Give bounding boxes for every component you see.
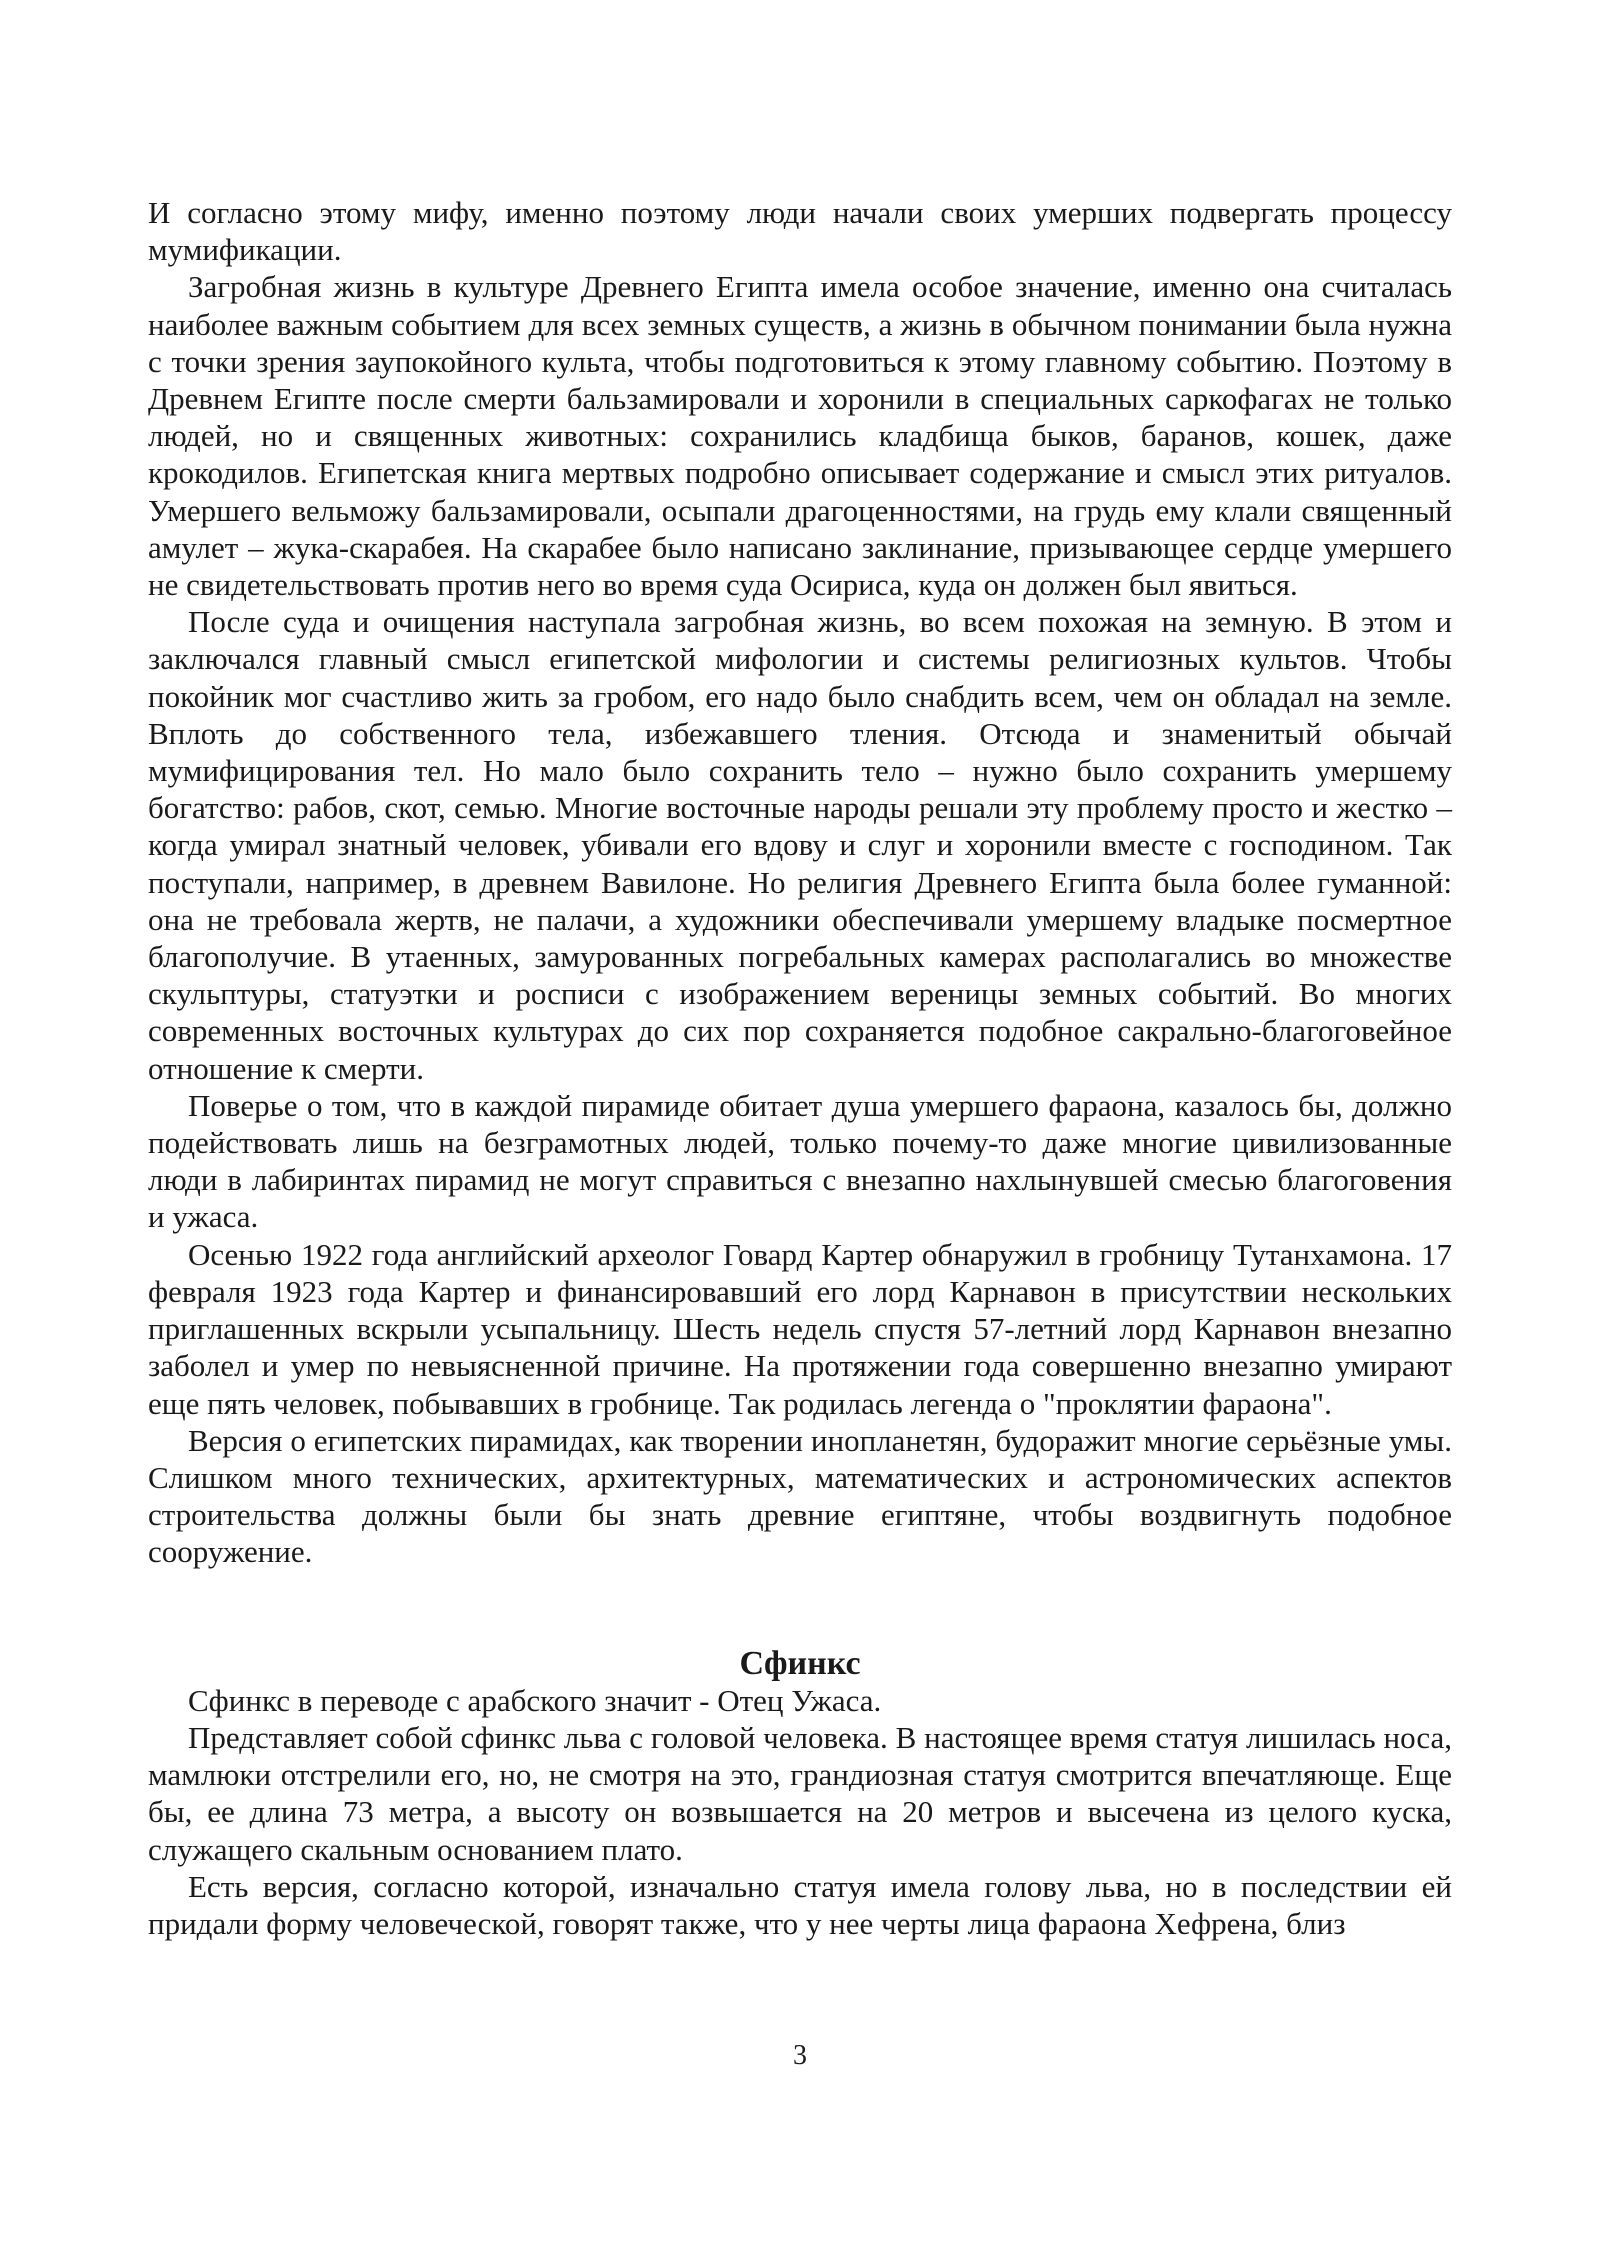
section-spacer <box>148 1571 1452 1645</box>
paragraph-carter: Осенью 1922 года английский археолог Говард Картер обнаружил в гробницу Тутанхамона. 17 февраля 1923 года Картер и финансировавший его лорд Карнавон в присутствии нескольких приглашенных вскрыли усыпальницу. Шесть недель спустя 57-летний лорд Карнавон внезапно заболел и умер по невыясненной причине. На протяжении года совершенно внезапно умирают еще пять человек, побывавших в гробнице. Так родилась легенда о "проклятии фараона". <box>148 1236 1452 1421</box>
paragraph-sphinx-meaning: Сфинкс в переводе с арабского значит - Отец Ужаса. <box>188 1682 882 1718</box>
paragraph-sphinx-version: Есть версия, согласно которой, изначально статуя имела голову льва, но в последствии ей придали форму человеческой, говорят также, что у нее черты лица фараона Хефрена, близ <box>148 1868 1452 1941</box>
page-number: 3 <box>793 2040 807 2071</box>
paragraph-sphinx-description: Представляет собой сфинкс льва с головой человека. В настоящее время статуя лишилась носа, мамлюки отстрелили его, но, не смотря на это, грандиозная статуя смотрится впечатляюще. Еще бы, ее длина 73 метра, а высоту он возвышается на 20 метров и высечена из целого куска, служащего скальным основанием плато. <box>148 1719 1452 1867</box>
paragraph-mummification-myth: И согласно этому мифу, именно поэтому люди начали своих умерших подвергать процессу мумификации. <box>148 195 1452 268</box>
paragraph-belief: Поверье о том, что в каждой пирамиде обитает душа умершего фараона, казалось бы, должно подействовать лишь на безграмотных людей, только почему-то даже многие цивилизованные люди в лабиринтах пирамид не могут справиться с внезапно нахлынувшей смесью благоговения и ужаса. <box>148 1087 1452 1235</box>
page-body <box>148 194 1452 1942</box>
paragraph-aliens-version: Версия о египетских пирамидах, как творении инопланетян, будоражит многие серьёзные умы. Слишком много технических, архитектурных, математических и астрономических аспектов строительства должны были бы знать древние египтяне, чтобы воздвигнуть подобное сооружение. <box>148 1422 1452 1570</box>
paragraph-judgement: После суда и очищения наступала загробная жизнь, во всем похожая на земную. В этом и заключался главный смысл египетской мифологии и системы религиозных культов. Чтобы покойник мог счастливо жить за гробом, его надо было снабдить всем, чем он обладал на земле. Вплоть до собственного тела, избежавшего тления. Отсюда и знаменитый обычай мумифицирования тел. Но мало было сохранить тело – нужно было сохранить умершему богатство: рабов, скот, семью. Многие восточные народы решали эту проблему просто и жестко – когда умирал знатный человек, убивали его вдову и слуг и хоронили вместе с господином. Так поступали, например, в древнем Вавилоне. Но религия Древнего Египта была более гуманной: она не требовала жертв, не палачи, а художники обеспечивали умершему владыке посмертное благополучие. В утаенных, замурованных погребальных камерах располагались во множестве скульптуры, статуэтки и росписи с изображением вереницы земных событий. Во многих современных восточных культурах до сих пор сохраняется подобное сакрально-благоговейное отношение к смерти. <box>148 604 1452 1086</box>
paragraph-afterlife: Загробная жизнь в культуре Древнего Египта имела особое значение, именно она считалась наиболее важным событием для всех земных существ, а жизнь в обычном понимании была нужна с точки зрения заупокойного культа, чтобы подготовиться к этому главному событию. Поэтому в Древнем Египте после смерти бальзамировали и хоронили в специальных саркофагах не только людей, но и священных животных: сохранились кладбища быков, баранов, кошек, даже крокодилов. Египетская книга мертвых подробно описывает содержание и смысл этих ритуалов. Умершего вельможу бальзамировали, осыпали драгоценностями, на грудь ему клали священный амулет – жука-скарабея. На скарабее было написано заклинание, призывающее сердце умершего не свидетельствовать против него во время суда Осириса, куда он должен был явиться. <box>148 269 1452 603</box>
section-heading: Сфинкс <box>739 1644 861 1682</box>
